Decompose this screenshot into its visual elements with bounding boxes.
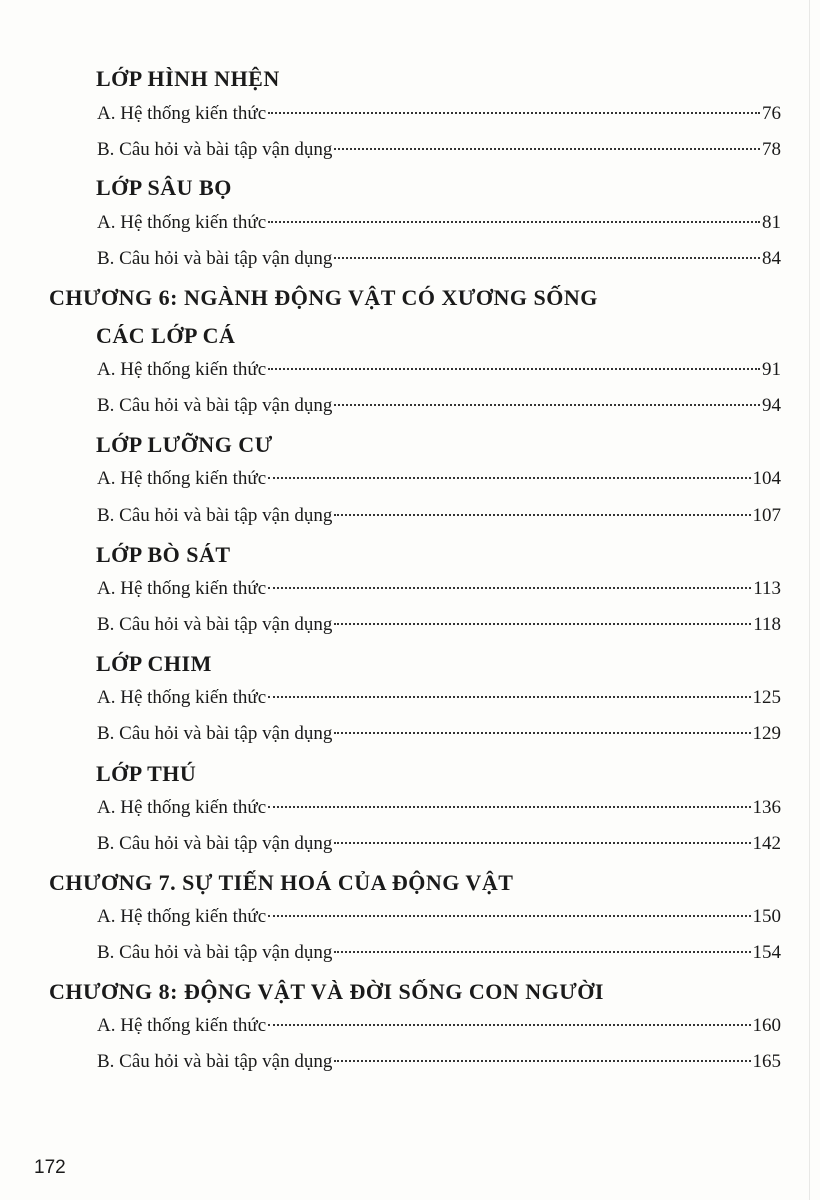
dot-leader <box>268 806 750 808</box>
entry-page: 78 <box>762 139 781 160</box>
entry-page: 165 <box>752 1051 781 1072</box>
toc-entry <box>97 578 781 600</box>
dot-leader <box>334 148 760 150</box>
chapter-title: CHƯƠNG 6: NGÀNH ĐỘNG VẬT CÓ XƯƠNG SỐNG <box>49 285 598 310</box>
toc-entry <box>97 942 781 964</box>
dot-leader <box>268 477 750 479</box>
chapter-title: CHƯƠNG 8: ĐỘNG VẬT VÀ ĐỜI SỐNG CON NGƯỜI <box>49 979 604 1004</box>
section-title: LỚP LƯỠNG CƯ <box>96 432 273 457</box>
entry-page: 76 <box>762 103 781 124</box>
entry-page: 84 <box>762 248 781 269</box>
toc-entry <box>97 139 781 161</box>
dot-leader <box>334 623 751 625</box>
toc-entry <box>97 395 781 417</box>
section-title: CÁC LỚP CÁ <box>96 323 236 348</box>
toc-entry <box>97 614 781 636</box>
dot-leader <box>334 732 750 734</box>
section-title: LỚP THÚ <box>96 761 197 786</box>
toc-entry <box>97 248 781 270</box>
entry-label: B. Câu hỏi và bài tập vận dụng <box>97 723 333 744</box>
toc-entry <box>97 723 781 745</box>
entry-page: 160 <box>752 1015 781 1036</box>
entry-label: B. Câu hỏi và bài tập vận dụng <box>97 395 333 416</box>
toc-entry <box>97 833 781 855</box>
entry-page: 118 <box>753 614 781 635</box>
entry-label: B. Câu hỏi và bài tập vận dụng <box>97 248 333 269</box>
dot-leader <box>268 587 751 589</box>
entry-label: A. Hệ thống kiến thức <box>97 212 267 233</box>
toc-entry <box>97 906 781 928</box>
entry-label: A. Hệ thống kiến thức <box>97 1015 267 1036</box>
entry-page: 142 <box>752 833 781 854</box>
dot-leader <box>334 404 760 406</box>
entry-page: 91 <box>762 359 781 380</box>
toc-entry <box>97 212 781 234</box>
entry-label: B. Câu hỏi và bài tập vận dụng <box>97 1051 333 1072</box>
toc-entry <box>97 505 781 527</box>
dot-leader <box>268 112 760 114</box>
dot-leader <box>334 1060 750 1062</box>
entry-label: B. Câu hỏi và bài tập vận dụng <box>97 833 333 854</box>
toc-entry <box>97 359 781 381</box>
entry-page: 81 <box>762 212 781 233</box>
dot-leader <box>268 915 750 917</box>
dot-leader <box>268 368 760 370</box>
entry-label: B. Câu hỏi và bài tập vận dụng <box>97 614 333 635</box>
dot-leader <box>334 257 760 259</box>
entry-page: 113 <box>753 578 781 599</box>
section-title: LỚP HÌNH NHỆN <box>96 66 280 91</box>
entry-page: 129 <box>752 723 781 744</box>
page-edge-line <box>809 0 810 1200</box>
entry-label: B. Câu hỏi và bài tập vận dụng <box>97 139 333 160</box>
toc-entry <box>97 103 781 125</box>
entry-page: 154 <box>752 942 781 963</box>
chapter-title: CHƯƠNG 7. SỰ TIẾN HOÁ CỦA ĐỘNG VẬT <box>49 870 514 895</box>
entry-page: 136 <box>752 797 781 818</box>
dot-leader <box>334 842 750 844</box>
entry-label: A. Hệ thống kiến thức <box>97 797 267 818</box>
entry-label: B. Câu hỏi và bài tập vận dụng <box>97 942 333 963</box>
toc-entry <box>97 687 781 709</box>
entry-page: 150 <box>752 906 781 927</box>
dot-leader <box>334 514 750 516</box>
dot-leader <box>268 221 760 223</box>
entry-label: A. Hệ thống kiến thức <box>97 578 267 599</box>
dot-leader <box>334 951 750 953</box>
entry-label: A. Hệ thống kiến thức <box>97 359 267 380</box>
section-title: LỚP CHIM <box>96 651 212 676</box>
toc-entry <box>97 468 781 490</box>
dot-leader <box>268 696 750 698</box>
entry-page: 104 <box>752 468 781 489</box>
entry-label: B. Câu hỏi và bài tập vận dụng <box>97 505 333 526</box>
toc-entry <box>97 1051 781 1073</box>
toc-entry <box>97 797 781 819</box>
entry-page: 107 <box>752 505 781 526</box>
entry-label: A. Hệ thống kiến thức <box>97 687 267 708</box>
entry-label: A. Hệ thống kiến thức <box>97 103 267 124</box>
entry-label: A. Hệ thống kiến thức <box>97 468 267 489</box>
entry-page: 125 <box>752 687 781 708</box>
toc-entry <box>97 1015 781 1037</box>
page-number: 172 <box>34 1157 66 1178</box>
dot-leader <box>268 1024 750 1026</box>
entry-label: A. Hệ thống kiến thức <box>97 906 267 927</box>
section-title: LỚP SÂU BỌ <box>96 175 232 200</box>
entry-page: 94 <box>762 395 781 416</box>
section-title: LỚP BÒ SÁT <box>96 542 231 567</box>
